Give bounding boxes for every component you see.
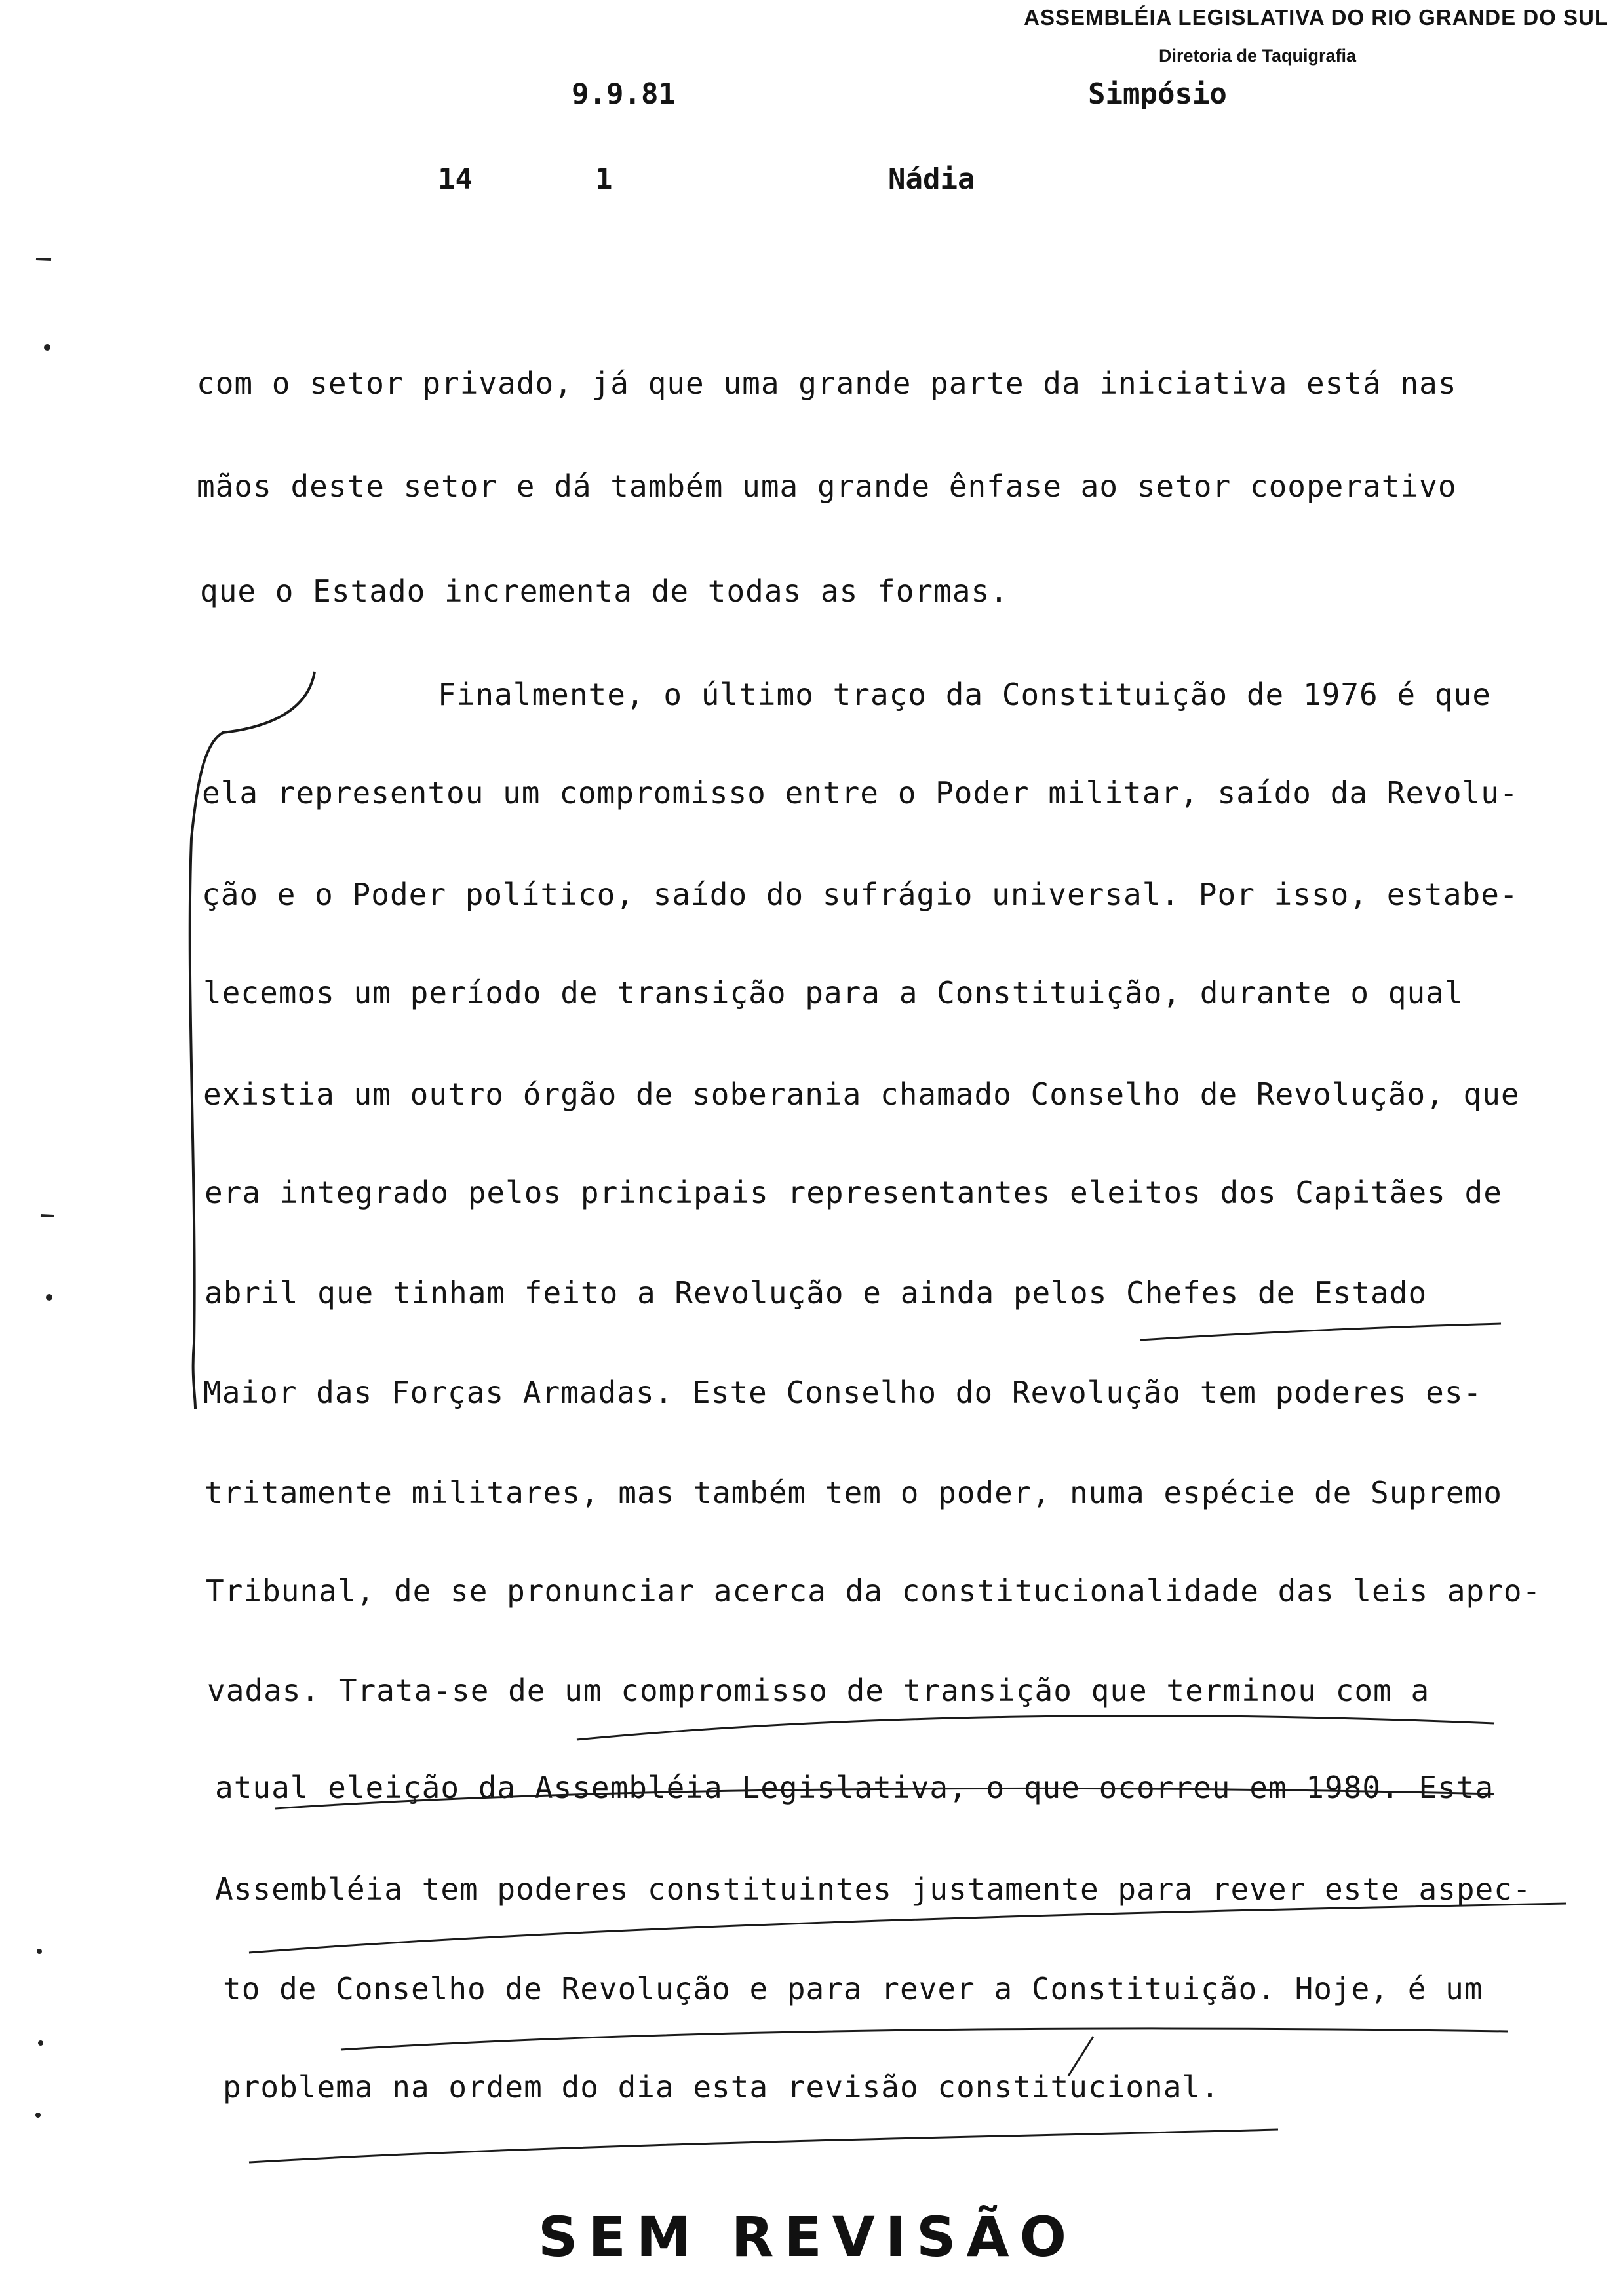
text-line: existia um outro órgão de soberania chamado Conselho de Revolução, que xyxy=(203,1077,1520,1112)
margin-speck xyxy=(46,1294,52,1301)
date: 9.9.81 xyxy=(572,77,676,111)
text-line: ção e o Poder político, saído do sufrágio universal. Por isso, estabe- xyxy=(202,877,1519,912)
text-line: lecemos um período de transição para a Constituição, durante o qual xyxy=(203,975,1464,1010)
text-line: Tribunal, de se pronunciar acerca da constitucionalidade das leis apro- xyxy=(206,1573,1542,1609)
text-line: vadas. Trata-se de um compromisso de transição que terminou com a xyxy=(207,1673,1430,1708)
underline xyxy=(249,1904,1566,1953)
text-line: que o Estado incrementa de todas as formas. xyxy=(200,573,1009,609)
margin-speck xyxy=(41,1215,54,1216)
underline xyxy=(1140,1324,1501,1340)
underline xyxy=(341,2029,1508,2050)
text-line: atual eleição da Assembléia Legislativa, o que ocorreu em 1980. Esta xyxy=(215,1770,1494,1805)
margin-speck xyxy=(44,344,50,351)
text-line: Maior das Forças Armadas. Este Conselho do Revolução tem poderes es- xyxy=(203,1375,1483,1410)
text-line: abril que tinham feito a Revolução e ainda pelos Chefes de Estado xyxy=(204,1275,1428,1311)
department-header: Diretoria de Taquigrafia xyxy=(1159,46,1357,66)
text-line: com o setor privado, já que uma grande parte da iniciativa está nas xyxy=(197,366,1457,401)
margin-speck xyxy=(37,1949,42,1954)
text-line: era integrado pelos principais representantes eleitos dos Capitães de xyxy=(204,1175,1502,1210)
underline xyxy=(577,1716,1494,1740)
organization-header: ASSEMBLÉIA LEGISLATIVA DO RIO GRANDE DO SUL xyxy=(1024,5,1608,29)
text-line: Finalmente, o último traço da Constituição de 1976 é que xyxy=(438,677,1491,712)
sheet-number: 1 xyxy=(595,163,613,196)
text-line: to de Conselho de Revolução e para rever a Constituição. Hoje, é um xyxy=(223,1971,1483,2006)
page-number: 14 xyxy=(438,163,473,196)
margin-speck xyxy=(35,2113,41,2118)
text-line: Assembléia tem poderes constituintes justamente para rever este aspec- xyxy=(215,1871,1532,1907)
margin-speck xyxy=(38,2040,43,2046)
text-line: tritamente militares, mas também tem o poder, numa espécie de Supremo xyxy=(204,1475,1502,1510)
event-title: Simpósio xyxy=(1088,77,1227,111)
stenographer-name: Nádia xyxy=(888,163,975,196)
text-line: mãos deste setor e dá também uma grande ênfase ao setor cooperativo xyxy=(197,469,1457,504)
no-revision-stamp: SEM REVISÃO xyxy=(538,2205,1077,2269)
text-line: ela representou um compromisso entre o Poder militar, saído da Revolu- xyxy=(202,775,1519,811)
text-line: problema na ordem do dia esta revisão constitucional. xyxy=(223,2069,1220,2105)
underline xyxy=(249,2130,1278,2162)
